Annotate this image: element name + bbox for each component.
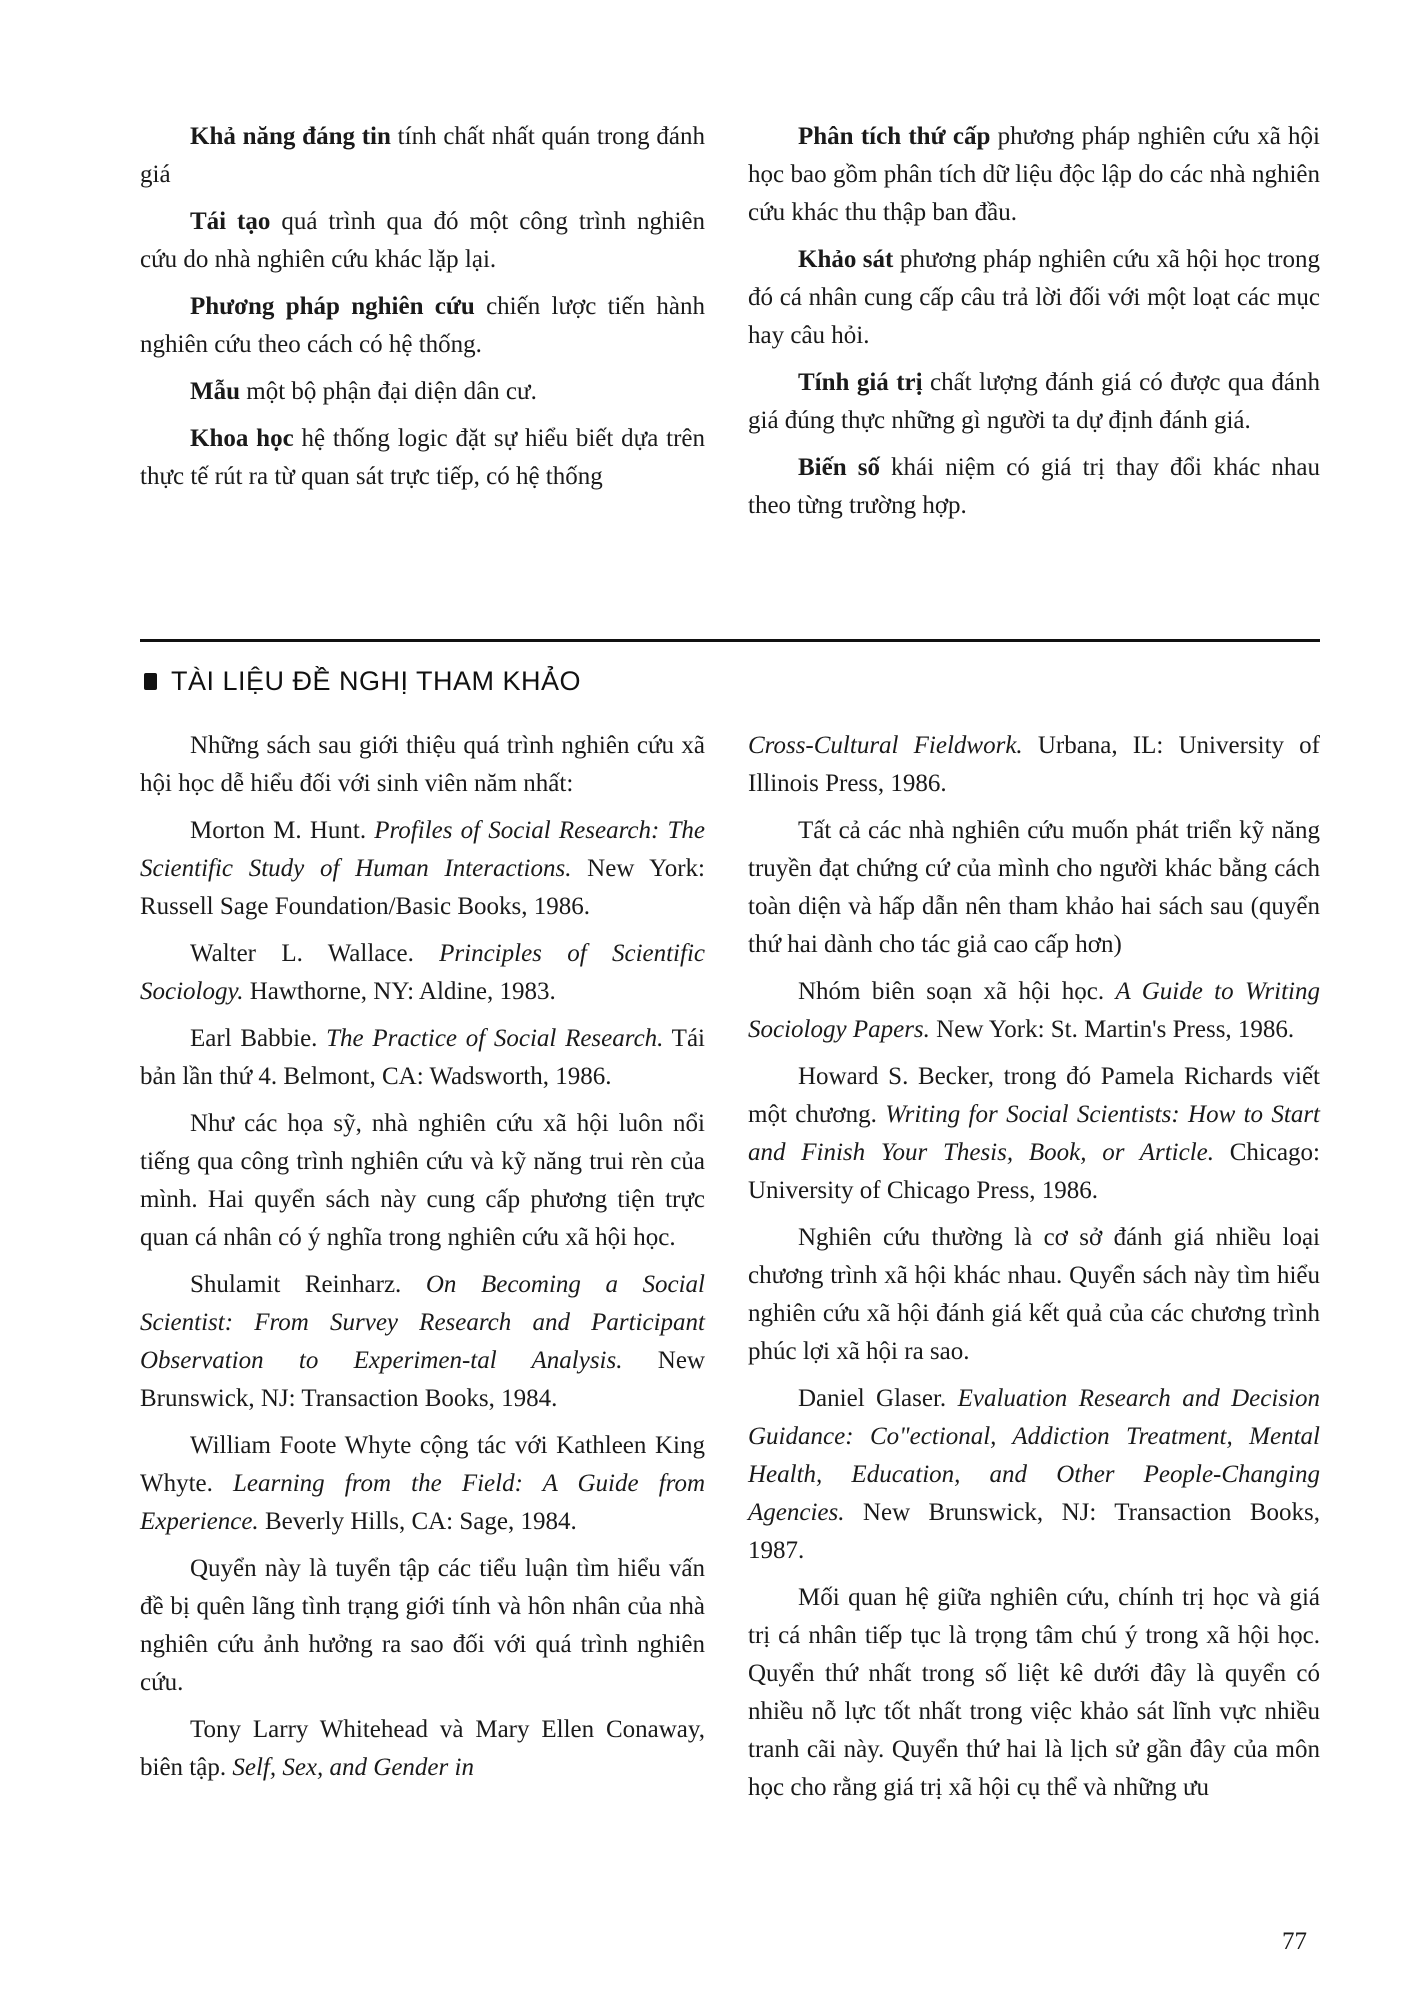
reference-title: Self, Sex, and Gender in bbox=[232, 1754, 474, 1781]
glossary-term: Phân tích thứ cấp bbox=[798, 123, 991, 150]
bullet-icon bbox=[144, 673, 157, 690]
glossary-term: Tính giá trị bbox=[798, 369, 923, 396]
reference-title: Principles of Scientific Sociology. bbox=[140, 940, 705, 1005]
glossary-term: Khảo sát bbox=[798, 246, 894, 273]
paragraph: Như các họa sỹ, nhà nghiên cứu xã hội luôn nổi tiếng qua công trình nghiên cứu và kỹ năng trui rèn của mình. Hai quyển sách này cung cấp phương tiện trực quan cá nhân có ý nghĩa trong nghiên cứu xã hội học. bbox=[140, 1110, 705, 1251]
reference-author: Tony Larry Whitehead và Mary Ellen Conaway, biên tập. bbox=[140, 1716, 705, 1781]
reference-title: On Becoming a Social Scientist: From Survey Research and Participant Observation to Experimen-tal Analysis. bbox=[140, 1271, 705, 1374]
page-number: 77 bbox=[1282, 1928, 1307, 1955]
glossary-definition: phương pháp nghiên cứu xã hội học bao gồm phân tích dữ liệu độc lập do các nhà nghiên cứu khác thu thập ban đầu. bbox=[748, 123, 1320, 226]
paragraph: Quyển này là tuyển tập các tiểu luận tìm hiểu vấn đề bị quên lãng tình trạng giới tính và hôn nhân của nhà nghiên cứu ảnh hưởng ra sao đối với quá trình nghiên cứu. bbox=[140, 1555, 705, 1696]
reference-entry bbox=[140, 1020, 705, 1096]
reference-author: Nhóm biên soạn xã hội học. bbox=[798, 978, 1116, 1005]
reference-author: Daniel Glaser. bbox=[798, 1385, 958, 1412]
reference-entry bbox=[140, 812, 705, 926]
reference-author: Walter L. Wallace. bbox=[190, 940, 440, 967]
paragraph: Mối quan hệ giữa nghiên cứu, chính trị học và giá trị cá nhân tiếp tục là trọng tâm chú ý trong xã hội học. Quyển thứ nhất trong số liệt kê dưới đây là quyển có nhiều nỗ lực tốt nhất trong việc khảo sát lĩnh vực nhiều tranh cãi này. Quyển thứ hai là lịch sử gần đây của môn học cho rằng giá trị xã hội cụ thể và những ưu bbox=[748, 1584, 1320, 1801]
paragraph: Tất cả các nhà nghiên cứu muốn phát triển kỹ năng truyền đạt chứng cứ của mình cho người khác bằng cách toàn diện và hấp dẫn nên tham khảo hai sách sau (quyển thứ hai dành cho tác giả cao cấp hơn) bbox=[748, 817, 1320, 958]
glossary-entry bbox=[748, 449, 1320, 525]
glossary-definition: phương pháp nghiên cứu xã hội học trong đó cá nhân cung cấp câu trả lời đối với một loạt các mục hay câu hỏi. bbox=[748, 246, 1321, 349]
glossary-definition: chất lượng đánh giá có được qua đánh giá đúng thực những gì người ta dự định đánh giá. bbox=[748, 369, 1320, 434]
reference-publisher: Chicago: University of Chicago Press, 1986. bbox=[748, 1139, 1320, 1204]
glossary-entry bbox=[140, 203, 705, 279]
paragraph: Những sách sau giới thiệu quá trình nghiên cứu xã hội học dễ hiểu đối với sinh viên năm nhất: bbox=[140, 732, 705, 797]
glossary-left-column bbox=[140, 118, 705, 505]
glossary-term: Khả năng đáng tin bbox=[190, 123, 391, 150]
reference-title: Learning from the Field: A Guide from Experience. bbox=[140, 1470, 705, 1535]
reference-entry-continued bbox=[748, 727, 1320, 803]
paragraph: Nghiên cứu thường là cơ sở đánh giá nhiều loại chương trình xã hội khác nhau. Quyển sách này tìm hiểu nghiên cứu xã hội đánh giá kết quả của các chương trình phúc lợi xã hội ra sao. bbox=[748, 1224, 1320, 1365]
glossary-definition: một bộ phận đại diện dân cư. bbox=[240, 378, 537, 405]
glossary-term: Mẫu bbox=[190, 378, 240, 405]
reference-title: Profiles of Social Research: The Scientific Study of Human Interactions. bbox=[140, 817, 705, 882]
reference-author: Howard S. Becker, trong đó Pamela Richards viết một chương. bbox=[748, 1063, 1320, 1128]
glossary-entry bbox=[140, 420, 705, 496]
reference-publisher: Tái bản lần thứ 4. Belmont, CA: Wadsworth, 1986. bbox=[140, 1025, 705, 1090]
reading-list-left-column bbox=[140, 727, 705, 1796]
glossary-entry bbox=[748, 118, 1320, 232]
reference-title: The Practice of Social Research. bbox=[326, 1025, 664, 1052]
glossary-definition: hệ thống logic đặt sự hiểu biết dựa trên thực tế rút ra từ quan sát trực tiếp, có hệ thống bbox=[140, 425, 705, 490]
section-divider bbox=[140, 639, 1320, 642]
glossary-definition: khái niệm có giá trị thay đổi khác nhau theo từng trường hợp. bbox=[748, 454, 1320, 519]
reading-list-right-column bbox=[748, 727, 1320, 1816]
reference-publisher: Urbana, IL: University of Illinois Press, 1986. bbox=[748, 732, 1321, 797]
reference-entry bbox=[140, 1266, 705, 1418]
reference-title: A Guide to Writing Sociology Papers. bbox=[748, 978, 1320, 1043]
reference-entry bbox=[748, 1058, 1320, 1210]
glossary-term: Biến số bbox=[798, 454, 880, 481]
glossary-entry bbox=[748, 241, 1320, 355]
glossary-definition: tính chất nhất quán trong đánh giá bbox=[140, 123, 705, 188]
reference-title: Evaluation Research and Decision Guidance: Co"ectional, Addiction Treatment, Mental Health, Education, and Other People-Changing Agencies. bbox=[748, 1385, 1320, 1526]
section-heading bbox=[144, 666, 581, 697]
glossary-entry bbox=[140, 288, 705, 364]
glossary-term: Tái tạo bbox=[190, 208, 271, 235]
reference-publisher: New Brunswick, NJ: Transaction Books, 1984. bbox=[140, 1347, 705, 1412]
reference-title: Cross-Cultural Fieldwork. bbox=[748, 732, 1023, 759]
reference-entry bbox=[748, 973, 1320, 1049]
reference-entry bbox=[140, 1711, 705, 1787]
reference-publisher: New Brunswick, NJ: Transaction Books, 1987. bbox=[748, 1499, 1320, 1564]
reference-author: William Foote Whyte cộng tác với Kathleen King Whyte. bbox=[140, 1432, 705, 1497]
reference-publisher: Hawthorne, NY: Aldine, 1983. bbox=[243, 978, 556, 1005]
reference-title: Writing for Social Scientists: How to Start and Finish Your Thesis, Book, or Article. bbox=[748, 1101, 1320, 1166]
reference-entry bbox=[748, 1380, 1320, 1570]
section-heading-text: TÀI LIỆU ĐỀ NGHỊ THAM KHẢO bbox=[171, 666, 582, 696]
glossary-term: Khoa học bbox=[190, 425, 294, 452]
reference-entry bbox=[140, 1427, 705, 1541]
glossary-entry bbox=[748, 364, 1320, 440]
reference-publisher: New York: St. Martin's Press, 1986. bbox=[929, 1016, 1295, 1043]
glossary-right-column bbox=[748, 118, 1320, 534]
glossary-entry bbox=[140, 118, 705, 194]
glossary-definition: quá trình qua đó một công trình nghiên cứu do nhà nghiên cứu khác lặp lại. bbox=[140, 208, 706, 273]
reference-publisher: New York: Russell Sage Foundation/Basic Books, 1986. bbox=[140, 855, 705, 920]
reference-publisher: Beverly Hills, CA: Sage, 1984. bbox=[258, 1508, 577, 1535]
reference-author: Earl Babbie. bbox=[190, 1025, 327, 1052]
glossary-definition: chiến lược tiến hành nghiên cứu theo cách có hệ thống. bbox=[140, 293, 705, 358]
reference-author: Morton M. Hunt. bbox=[190, 817, 375, 844]
reference-author: Shulamit Reinharz. bbox=[190, 1271, 426, 1298]
glossary-term: Phương pháp nghiên cứu bbox=[190, 293, 475, 320]
glossary-entry bbox=[140, 373, 705, 411]
reference-entry bbox=[140, 935, 705, 1011]
